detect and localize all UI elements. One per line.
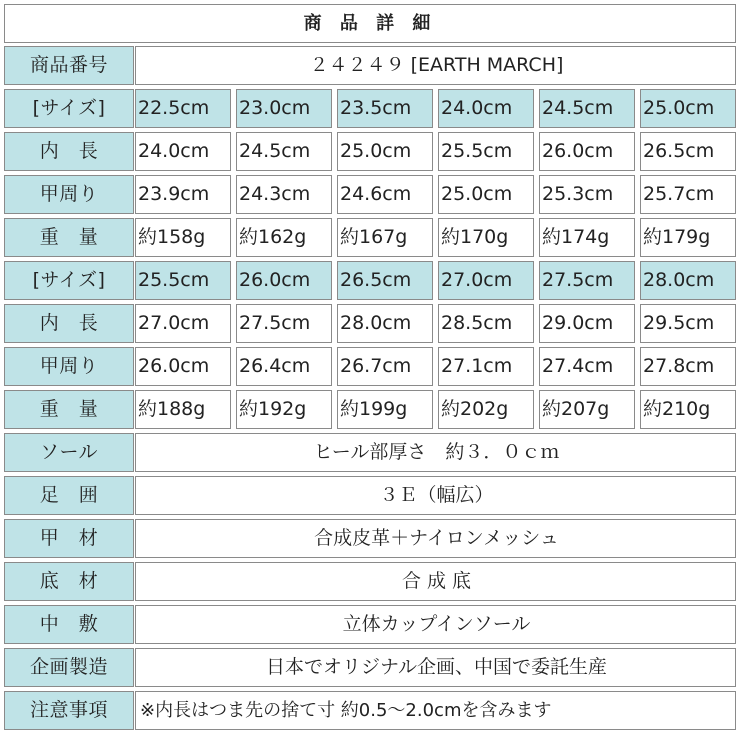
inner-length-cell: 28.0cm xyxy=(337,304,433,343)
size-cell: 22.5cm xyxy=(135,89,231,128)
instep-cell: 27.1cm xyxy=(438,347,534,386)
spec-label: 甲 材 xyxy=(4,519,134,558)
inner-length-cell: 25.0cm xyxy=(337,132,433,171)
size-cell: 24.0cm xyxy=(438,89,534,128)
size-cell: 28.0cm xyxy=(640,261,736,300)
inner-length-cell: 29.0cm xyxy=(539,304,635,343)
size-cell: 26.0cm xyxy=(236,261,332,300)
weight-cell: 約202g xyxy=(438,390,534,429)
inner-length-label: 内 長 xyxy=(4,304,134,343)
instep-cell: 23.9cm xyxy=(135,175,231,214)
instep-label: 甲周り xyxy=(4,175,134,214)
size-cell: 23.0cm xyxy=(236,89,332,128)
spec-label: 足 囲 xyxy=(4,476,134,515)
instep-cell: 24.6cm xyxy=(337,175,433,214)
instep-cell: 26.7cm xyxy=(337,347,433,386)
spec-label: 底 材 xyxy=(4,562,134,601)
spec-value: 合成皮革＋ナイロンメッシュ xyxy=(135,519,736,558)
product-number-label: 商品番号 xyxy=(4,46,134,85)
size-cell: 26.5cm xyxy=(337,261,433,300)
spec-label: 注意事項 xyxy=(4,691,134,730)
spec-value: 合 成 底 xyxy=(135,562,736,601)
note-value: ※内長はつま先の捨て寸 約0.5～2.0cmを含みます xyxy=(135,691,736,730)
spec-value: 日本でオリジナル企画、中国で委託生産 xyxy=(135,648,736,687)
size-cell: 23.5cm xyxy=(337,89,433,128)
weight-cell: 約188g xyxy=(135,390,231,429)
instep-cell: 27.4cm xyxy=(539,347,635,386)
inner-length-label: 内 長 xyxy=(4,132,134,171)
weight-cell: 約199g xyxy=(337,390,433,429)
size-label: [サイズ] xyxy=(4,261,134,300)
instep-cell: 24.3cm xyxy=(236,175,332,214)
instep-cell: 25.0cm xyxy=(438,175,534,214)
size-label: [サイズ] xyxy=(4,89,134,128)
product-number-value: ２４２４９ [EARTH MARCH] xyxy=(135,46,736,85)
inner-length-cell: 25.5cm xyxy=(438,132,534,171)
instep-cell: 26.0cm xyxy=(135,347,231,386)
weight-cell: 約207g xyxy=(539,390,635,429)
spec-label: 中 敷 xyxy=(4,605,134,644)
inner-length-cell: 28.5cm xyxy=(438,304,534,343)
instep-cell: 25.3cm xyxy=(539,175,635,214)
instep-cell: 27.8cm xyxy=(640,347,736,386)
weight-cell: 約162g xyxy=(236,218,332,257)
weight-label: 重 量 xyxy=(4,218,134,257)
spec-value: 立体カップインソール xyxy=(135,605,736,644)
inner-length-cell: 24.5cm xyxy=(236,132,332,171)
spec-label: 企画製造 xyxy=(4,648,134,687)
instep-cell: 26.4cm xyxy=(236,347,332,386)
inner-length-cell: 27.5cm xyxy=(236,304,332,343)
inner-length-cell: 27.0cm xyxy=(135,304,231,343)
inner-length-cell: 26.0cm xyxy=(539,132,635,171)
spec-value: ヒール部厚さ 約３．０ｃｍ xyxy=(135,433,736,472)
weight-cell: 約170g xyxy=(438,218,534,257)
table-header: 商 品 詳 細 xyxy=(4,4,736,43)
inner-length-cell: 29.5cm xyxy=(640,304,736,343)
size-cell: 25.0cm xyxy=(640,89,736,128)
size-cell: 27.5cm xyxy=(539,261,635,300)
weight-label: 重 量 xyxy=(4,390,134,429)
weight-cell: 約210g xyxy=(640,390,736,429)
inner-length-cell: 26.5cm xyxy=(640,132,736,171)
weight-cell: 約167g xyxy=(337,218,433,257)
spec-value: ３Ｅ（幅広） xyxy=(135,476,736,515)
spec-label: ソール xyxy=(4,433,134,472)
weight-cell: 約158g xyxy=(135,218,231,257)
instep-cell: 25.7cm xyxy=(640,175,736,214)
size-cell: 27.0cm xyxy=(438,261,534,300)
inner-length-cell: 24.0cm xyxy=(135,132,231,171)
weight-cell: 約192g xyxy=(236,390,332,429)
size-cell: 25.5cm xyxy=(135,261,231,300)
weight-cell: 約179g xyxy=(640,218,736,257)
size-cell: 24.5cm xyxy=(539,89,635,128)
weight-cell: 約174g xyxy=(539,218,635,257)
instep-label: 甲周り xyxy=(4,347,134,386)
